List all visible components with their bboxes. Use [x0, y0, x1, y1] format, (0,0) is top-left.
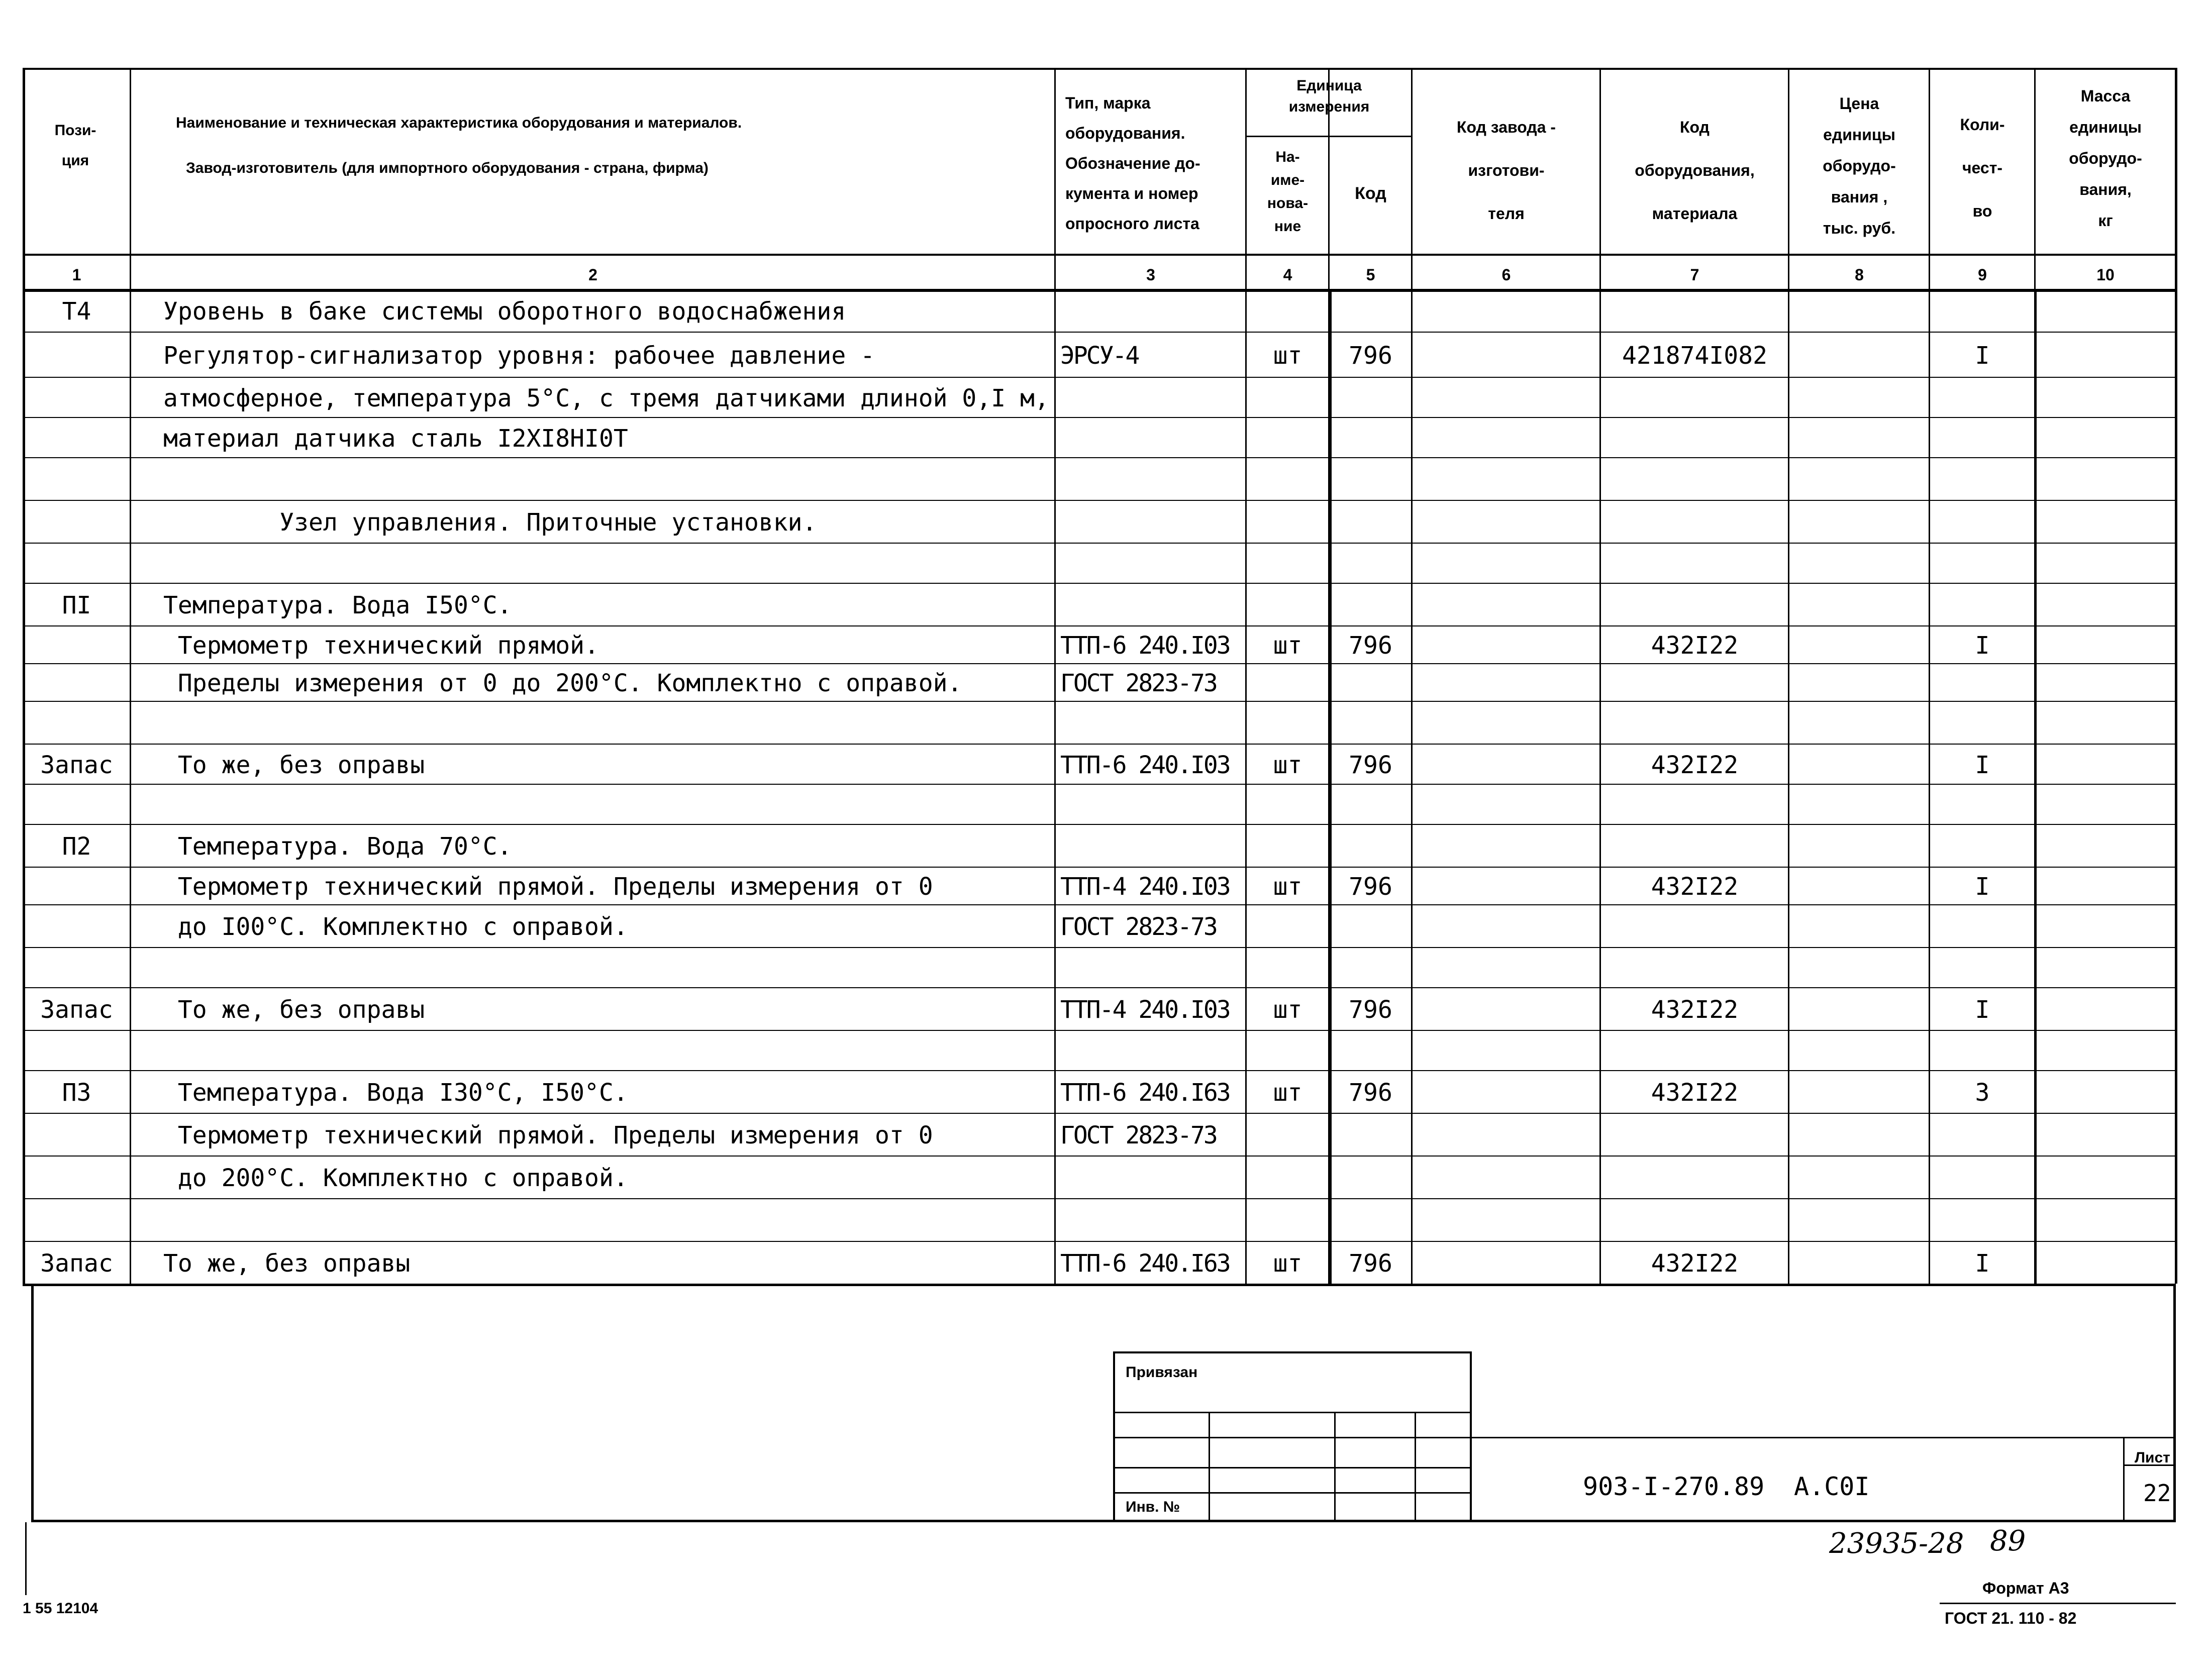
row-line: [23, 1198, 2176, 1199]
document-suffix: А.С0I: [1794, 1472, 1870, 1501]
cell-position: [23, 460, 131, 500]
cell-type: [1060, 586, 1246, 625]
document-code: 903-I-270.89: [1583, 1472, 1765, 1501]
cell-quantity: [1930, 1201, 2035, 1241]
header-bottom-border: [23, 254, 2176, 256]
cell-position: Запас: [40, 751, 113, 779]
row-line: [23, 625, 2176, 626]
cell-name: Термометр технический прямой. Пределы измерения от 0: [163, 1121, 933, 1149]
inv-number-label: Инв. №: [1126, 1499, 1180, 1515]
cell-quantity: [1930, 1033, 2035, 1070]
cell-equipment-code: 432I22: [1651, 996, 1739, 1024]
cell-quantity: I: [1975, 1249, 1990, 1278]
cell-unit-name: [1246, 546, 1329, 583]
header-name: Наименование и техническая характеристика оборудования и материалов. Завод-изготовитель (для импортного оборудования - страна, фирма): [176, 115, 742, 176]
cell-position: [23, 950, 131, 987]
cell-position: [23, 907, 131, 947]
row-line: [23, 377, 2176, 378]
cell-position: [23, 380, 131, 417]
cell-type: [1060, 380, 1246, 417]
stamp-row: [1113, 1412, 1470, 1413]
colnum-7: 7: [1690, 266, 1699, 284]
cell-position: Запас: [40, 996, 113, 1024]
header-type: Тип, марка оборудования. Обозначение до- кумента и номер опросного листа: [1065, 94, 1200, 233]
cell-name: [163, 787, 1053, 824]
gost-rule: [1940, 1603, 2176, 1604]
cell-unit-name: [1246, 1116, 1329, 1156]
row-line: [23, 1156, 2176, 1157]
stamp-row: [1113, 1437, 1470, 1438]
cell-type: [1060, 1159, 1246, 1198]
cell-equipment-code: [1600, 827, 1789, 867]
cell-unit-code: [1329, 1033, 1412, 1070]
cell-equipment-code: [1600, 586, 1789, 625]
cell-name: Регулятор-сигнализатор уровня: рабочее давление -: [163, 342, 875, 370]
cell-name: [163, 546, 1053, 583]
cell-type: [1060, 827, 1246, 867]
cell-unit-name: [1246, 1033, 1329, 1070]
cell-equipment-code: [1600, 420, 1789, 457]
row-line: [23, 1070, 2176, 1071]
cell-unit-name: шт: [1273, 1079, 1302, 1107]
colnum-2: 2: [588, 266, 597, 284]
cell-quantity: [1930, 950, 2035, 987]
colnum-10: 10: [2096, 266, 2115, 284]
cell-unit-name: [1246, 503, 1329, 543]
cell-unit-name: шт: [1273, 1249, 1302, 1278]
cell-unit-code: [1329, 460, 1412, 500]
cell-unit-name: [1246, 586, 1329, 625]
cell-equipment-code: 432I22: [1651, 873, 1739, 901]
row-line: [23, 824, 2176, 825]
cell-equipment-code: [1600, 503, 1789, 543]
header-top-border: [23, 68, 2176, 70]
cell-unit-code: [1329, 586, 1412, 625]
cell-type: ТТП-4 240.I03: [1060, 996, 1230, 1024]
frame-bottom: [31, 1520, 2176, 1522]
cell-equipment-code: [1600, 950, 1789, 987]
cell-position: ПI: [62, 591, 91, 619]
cell-unit-name: [1246, 950, 1329, 987]
cell-equipment-code: [1600, 907, 1789, 947]
cell-position: [23, 1116, 131, 1156]
cell-type: ТТП-6 240.I03: [1060, 751, 1230, 779]
cell-position: [23, 546, 131, 583]
cell-quantity: [1930, 292, 2035, 332]
cell-position: [23, 870, 131, 904]
cell-unit-code: 796: [1349, 996, 1392, 1024]
cell-unit-code: [1329, 1201, 1412, 1241]
cell-type: [1060, 460, 1246, 500]
cell-name: до I00°С. Комплектно с оправой.: [163, 913, 628, 941]
cell-unit-code: [1329, 503, 1412, 543]
stamp-row: [1113, 1467, 1470, 1468]
cell-equipment-code: [1600, 1159, 1789, 1198]
cell-unit-code: 796: [1349, 873, 1392, 901]
cell-unit-name: [1246, 1201, 1329, 1241]
cell-unit-name: шт: [1273, 751, 1302, 779]
format-label: Формат А3: [1982, 1579, 2069, 1597]
cell-equipment-code: [1600, 292, 1789, 332]
cell-name: Температура. Вода 70°С.: [163, 832, 512, 861]
left-margin-mark: [25, 1522, 27, 1595]
cell-unit-name: шт: [1273, 873, 1302, 901]
handwritten-year: 89: [1990, 1525, 2026, 1557]
cell-type: ГОСТ 2823-73: [1060, 669, 1217, 697]
cell-name: Уровень в баке системы оборотного водоснабжения: [163, 297, 846, 326]
cell-name: Температура. Вода I50°С.: [163, 591, 512, 619]
frame-left: [31, 1284, 34, 1520]
stamp-top: [1113, 1351, 1470, 1353]
cell-quantity: [1930, 1159, 2035, 1198]
cell-unit-code: [1329, 950, 1412, 987]
cell-unit-name: шт: [1273, 342, 1302, 370]
colnum-4: 4: [1283, 266, 1292, 284]
row-line: [23, 500, 2176, 501]
cell-unit-code: [1329, 546, 1412, 583]
cell-unit-code: 796: [1349, 1079, 1392, 1107]
header-unit-code: Код: [1355, 184, 1386, 203]
cell-position: П3: [62, 1079, 91, 1107]
cell-name: Термометр технический прямой.: [163, 632, 599, 660]
row-line: [23, 1030, 2176, 1031]
cell-type: [1060, 1201, 1246, 1241]
cell-type: ГОСТ 2823-73: [1060, 913, 1217, 941]
cell-quantity: I: [1975, 751, 1990, 779]
cell-quantity: [1930, 827, 2035, 867]
gost-label: ГОСТ 21. 110 - 82: [1945, 1609, 2077, 1627]
cell-type: ГОСТ 2823-73: [1060, 1121, 1217, 1149]
cell-position: [23, 503, 131, 543]
cell-equipment-code: 432I22: [1651, 751, 1739, 779]
cell-quantity: [1930, 380, 2035, 417]
stamp-col: [1209, 1412, 1210, 1520]
cell-unit-code: [1329, 787, 1412, 824]
stamp-col: [1334, 1412, 1336, 1520]
cell-equipment-code: [1600, 787, 1789, 824]
cell-quantity: [1930, 907, 2035, 947]
cell-type: ТТП-6 240.I63: [1060, 1079, 1230, 1107]
colnum-6: 6: [1501, 266, 1511, 284]
cell-position: П2: [62, 832, 91, 861]
cell-unit-name: [1246, 907, 1329, 947]
cell-name: [163, 1201, 1053, 1241]
cell-name: [163, 1033, 1053, 1070]
cell-unit-name: [1246, 666, 1329, 701]
cell-type: [1060, 950, 1246, 987]
cell-type: ЭРСУ-4: [1060, 342, 1139, 370]
cell-type: [1060, 292, 1246, 332]
sheet-label: Лист: [2135, 1449, 2170, 1466]
cell-name: материал датчика сталь I2XI8HI0T: [163, 425, 628, 453]
cell-position: [23, 420, 131, 457]
cell-type: [1060, 787, 1246, 824]
cell-unit-code: [1329, 907, 1412, 947]
cell-quantity: I: [1975, 873, 1990, 901]
cell-equipment-code: [1600, 1116, 1789, 1156]
header-quantity: Коли- чест- во: [1960, 116, 2005, 220]
cell-unit-name: шт: [1273, 996, 1302, 1024]
row-line: [23, 867, 2176, 868]
cell-position: [23, 704, 131, 744]
cell-unit-name: [1246, 827, 1329, 867]
cell-name: То же, без оправы: [163, 1249, 411, 1278]
cell-quantity: [1930, 586, 2035, 625]
cell-name: То же, без оправы: [163, 751, 425, 779]
header-position: Пози- ция: [54, 122, 96, 169]
handwritten-inventory-number: 23935-28: [1829, 1527, 1964, 1560]
cell-unit-code: 796: [1349, 751, 1392, 779]
cell-unit-name: шт: [1273, 632, 1302, 660]
header-price: Цена единицы оборудо- вания , тыс. руб.: [1823, 94, 1896, 237]
cell-equipment-code: 432I22: [1651, 1249, 1739, 1278]
cell-unit-code: 796: [1349, 632, 1392, 660]
cell-unit-code: 796: [1349, 1249, 1392, 1278]
row-line: [23, 332, 2176, 333]
cell-position: [23, 1201, 131, 1241]
colnum-9: 9: [1978, 266, 1987, 284]
cell-position: [23, 335, 131, 377]
cell-unit-code: [1329, 704, 1412, 744]
cell-equipment-code: [1600, 546, 1789, 583]
cell-equipment-code: [1600, 460, 1789, 500]
cell-name: Узел управления. Приточные установки.: [163, 508, 817, 537]
frame-right: [2173, 1284, 2176, 1520]
cell-unit-code: [1329, 1116, 1412, 1156]
cell-unit-code: [1329, 1159, 1412, 1198]
cell-position: [23, 666, 131, 701]
cell-name: до 200°С. Комплектно с оправой.: [163, 1164, 628, 1192]
cell-name: [163, 704, 1053, 744]
cell-type: [1060, 704, 1246, 744]
cell-quantity: [1930, 666, 2035, 701]
cell-position: [23, 628, 131, 663]
cell-type: ТТП-6 240.I63: [1060, 1249, 1230, 1278]
colnum-8: 8: [1855, 266, 1864, 284]
cell-unit-name: [1246, 380, 1329, 417]
cell-quantity: [1930, 704, 2035, 744]
cell-name: Температура. Вода I30°С, I50°С.: [163, 1079, 628, 1107]
privyazan-label: Привязан: [1126, 1364, 1198, 1381]
cell-equipment-code: [1600, 704, 1789, 744]
stamp-col: [1415, 1412, 1416, 1520]
row-line: [23, 947, 2176, 948]
cell-type: ТТП-6 240.I03: [1060, 632, 1230, 660]
cell-unit-code: [1329, 420, 1412, 457]
header-equipment-code: Код оборудования, материала: [1635, 118, 1755, 223]
cell-type: ТТП-4 240.I03: [1060, 873, 1230, 901]
stamp-main-top: [1470, 1437, 2176, 1438]
cell-quantity: I: [1975, 342, 1990, 370]
cell-name: атмосферное, температура 5°С, с тремя датчиками длиной 0,I м,: [163, 384, 1049, 412]
cell-equipment-code: [1600, 666, 1789, 701]
header-factory-code: Код завода - изготови- теля: [1456, 118, 1556, 223]
body-bottom-border: [23, 1284, 2176, 1286]
column-line: [1054, 68, 1056, 1284]
row-line: [23, 987, 2176, 988]
cell-quantity: [1930, 503, 2035, 543]
cell-equipment-code: [1600, 380, 1789, 417]
row-line: [23, 663, 2176, 664]
sheet-number: 22: [2143, 1480, 2171, 1507]
row-line: [23, 701, 2176, 702]
cell-name: [163, 950, 1053, 987]
cell-position: Т4: [62, 297, 91, 326]
cell-unit-code: 796: [1349, 342, 1392, 370]
cell-quantity: [1930, 420, 2035, 457]
colnum-5: 5: [1366, 266, 1375, 284]
cell-equipment-code: 432I22: [1651, 632, 1739, 660]
cell-unit-code: [1329, 666, 1412, 701]
colnum-3: 3: [1146, 266, 1155, 284]
colnum-1: 1: [72, 266, 81, 284]
cell-position: [23, 1159, 131, 1198]
header-mass: Масса единицы оборудо- вания, кг: [2069, 87, 2142, 230]
sheet-box-left: [2123, 1437, 2125, 1520]
row-line: [23, 543, 2176, 544]
cell-name: [163, 460, 1053, 500]
cell-name: Термометр технический прямой. Пределы измерения от 0: [163, 873, 933, 901]
archive-code: 1 55 12104: [23, 1600, 98, 1617]
cell-quantity: [1930, 460, 2035, 500]
cell-quantity: [1930, 1116, 2035, 1156]
cell-type: [1060, 420, 1246, 457]
cell-unit-name: [1246, 420, 1329, 457]
cell-position: Запас: [40, 1249, 113, 1278]
row-line: [23, 1113, 2176, 1114]
cell-quantity: 3: [1975, 1079, 1990, 1107]
header-unit-name: На- име- нова- ние: [1267, 149, 1309, 235]
row-line: [23, 1241, 2176, 1242]
cell-type: [1060, 546, 1246, 583]
cell-name: Пределы измерения от 0 до 200°С. Комплектно с оправой.: [163, 669, 962, 697]
row-line: [23, 744, 2176, 745]
cell-unit-code: [1329, 827, 1412, 867]
cell-equipment-code: [1600, 1201, 1789, 1241]
cell-unit-name: [1246, 787, 1329, 824]
cell-unit-name: [1246, 704, 1329, 744]
stamp-right: [1470, 1351, 1472, 1520]
cell-quantity: I: [1975, 632, 1990, 660]
cell-position: [23, 1033, 131, 1070]
cell-type: [1060, 1033, 1246, 1070]
row-line: [23, 457, 2176, 458]
row-line: [23, 904, 2176, 905]
cell-equipment-code: 421874I082: [1622, 342, 1767, 370]
cell-position: [23, 787, 131, 824]
cell-unit-code: [1329, 380, 1412, 417]
row-line: [23, 784, 2176, 785]
cell-unit-name: [1246, 460, 1329, 500]
cell-unit-name: [1246, 292, 1329, 332]
header-unit: Единица измерения: [1288, 77, 1370, 115]
cell-type: [1060, 503, 1246, 543]
stamp-left: [1113, 1351, 1115, 1520]
cell-quantity: [1930, 787, 2035, 824]
cell-name: То же, без оправы: [163, 996, 425, 1024]
cell-quantity: [1930, 546, 2035, 583]
column-line: [2175, 68, 2177, 1284]
row-line: [23, 417, 2176, 418]
cell-unit-code: [1329, 292, 1412, 332]
row-line: [23, 583, 2176, 584]
cell-equipment-code: [1600, 1033, 1789, 1070]
cell-unit-name: [1246, 1159, 1329, 1198]
stamp-row: [1113, 1492, 1470, 1494]
cell-equipment-code: 432I22: [1651, 1079, 1739, 1107]
cell-quantity: I: [1975, 996, 1990, 1024]
